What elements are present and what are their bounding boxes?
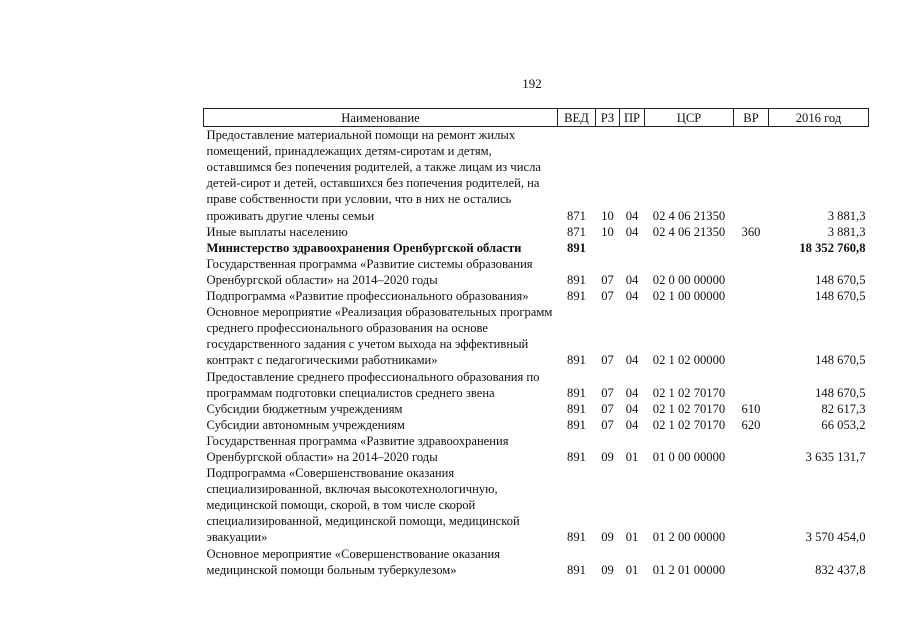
row-csr: 02 1 02 70170	[652, 401, 726, 416]
row-sum: 148 670,5	[815, 385, 866, 400]
row-sum: 18 352 760,8	[799, 240, 866, 255]
row-sum: 82 617,3	[821, 401, 866, 416]
row-pr: 04	[625, 353, 639, 368]
row-rz: 07	[601, 289, 614, 304]
header-2016: 2016 год	[769, 109, 869, 127]
table-row	[204, 417, 869, 433]
row-rz: 09	[601, 530, 614, 545]
row-csr: 02 1 02 00000	[652, 353, 726, 368]
row-pr: 04	[625, 224, 639, 239]
budget-table	[203, 108, 869, 578]
table-row	[204, 127, 869, 224]
row-pr: 01	[625, 530, 639, 545]
row-csr: 02 1 00 00000	[652, 289, 726, 304]
row-vr	[734, 304, 769, 368]
row-csr: 02 0 00 00000	[652, 272, 726, 287]
row-pr: 04	[625, 417, 639, 432]
row-rz: 09	[601, 449, 614, 464]
row-ved: 891	[567, 449, 586, 464]
row-sum: 3 635 131,7	[805, 449, 866, 464]
row-ved: 871	[567, 224, 586, 239]
row-ved: 871	[567, 208, 586, 223]
row-rz: 07	[601, 401, 614, 416]
row-sum: 66 053,2	[821, 417, 866, 432]
row-name: Министерство здравоохранения Оренбургской области	[206, 240, 522, 255]
row-vr	[734, 369, 769, 401]
row-vr	[734, 288, 769, 304]
row-csr	[645, 240, 734, 256]
row-name: Иные выплаты населению	[206, 224, 348, 239]
row-vr	[734, 256, 769, 288]
header-rz: РЗ	[596, 109, 620, 127]
header-name: Наименование	[204, 109, 558, 127]
row-ved: 891	[567, 562, 586, 577]
table-row	[204, 433, 869, 465]
row-csr: 02 4 06 21350	[652, 208, 726, 223]
row-name: Основное мероприятие «Совершенствование оказания медицинской помощи больным туберкулезом»	[206, 546, 501, 577]
row-vr	[734, 127, 769, 224]
row-rz: 07	[601, 272, 614, 287]
row-sum: 3 881,3	[827, 224, 866, 239]
row-csr: 01 0 00 00000	[652, 449, 726, 464]
row-csr: 02 4 06 21350	[652, 224, 726, 239]
row-ved: 891	[567, 417, 586, 432]
table-row	[204, 288, 869, 304]
table-header-row	[204, 109, 869, 127]
row-pr: 04	[625, 289, 639, 304]
table-row	[204, 304, 869, 368]
row-name: Государственная программа «Развитие здравоохранения Оренбургской области» на 2014–2020 годы	[206, 433, 509, 464]
table-row	[204, 546, 869, 578]
row-vr: 620	[741, 417, 761, 432]
row-pr: 04	[625, 272, 639, 287]
row-name: Предоставление материальной помощи на ремонт жилых помещений, принадлежащих детям-сиротам и детям, оставшимся без попечения родителей, а также лицам из числа детей-сирот и детей, оставшихся без попечения родителей, на праве собственности при условии, что в них не остались проживать другие члены семьи	[206, 128, 541, 223]
row-ved: 891	[567, 353, 586, 368]
row-ved: 891	[567, 289, 586, 304]
row-csr: 02 1 02 70170	[652, 385, 726, 400]
row-rz: 07	[601, 385, 614, 400]
row-sum: 3 881,3	[827, 208, 866, 223]
row-sum: 3 570 454,0	[805, 530, 866, 545]
row-ved: 891	[567, 272, 586, 287]
row-name: Подпрограмма «Развитие профессионального образования»	[206, 289, 529, 304]
header-pr: ПР	[620, 109, 645, 127]
row-pr	[620, 240, 645, 256]
table-row	[204, 224, 869, 240]
row-sum: 832 437,8	[815, 562, 866, 577]
row-rz: 09	[601, 562, 614, 577]
header-vr: ВР	[734, 109, 769, 127]
row-vr: 610	[741, 401, 761, 416]
row-pr: 04	[625, 208, 639, 223]
row-sum: 148 670,5	[815, 272, 866, 287]
row-ved: 891	[567, 385, 586, 400]
row-name: Субсидии автономным учреждениям	[206, 417, 405, 432]
row-vr: 360	[741, 224, 761, 239]
row-ved: 891	[567, 530, 586, 545]
row-vr	[734, 433, 769, 465]
row-csr: 01 2 01 00000	[652, 562, 726, 577]
row-rz: 07	[601, 417, 614, 432]
row-csr: 01 2 00 00000	[652, 530, 726, 545]
row-rz	[596, 240, 620, 256]
row-pr: 01	[625, 449, 639, 464]
row-sum: 148 670,5	[815, 353, 866, 368]
table-row	[204, 401, 869, 417]
row-rz: 07	[601, 353, 614, 368]
row-pr: 01	[625, 562, 639, 577]
table-row	[204, 465, 869, 545]
row-pr: 04	[625, 385, 639, 400]
row-ved: 891	[567, 401, 586, 416]
row-name: Государственная программа «Развитие системы образования Оренбургской области» на 2014–2020 годы	[206, 256, 533, 287]
row-name: Предоставление среднего профессионального образования по программам подготовки специалистов среднего звена	[206, 369, 540, 400]
row-sum: 148 670,5	[815, 289, 866, 304]
row-pr: 04	[625, 401, 639, 416]
row-name: Подпрограмма «Совершенствование оказания специализированной, включая высокотехнологичную, медицинской помощи, скорой, в том числе скорой специализированной, медицинской помощи, медицинской эвакуации»	[206, 466, 520, 545]
header-csr: ЦСР	[645, 109, 734, 127]
header-ved: ВЕД	[558, 109, 596, 127]
table-row	[204, 256, 869, 288]
table-row	[204, 369, 869, 401]
row-vr	[734, 465, 769, 545]
row-rz: 10	[601, 224, 614, 239]
row-vr	[734, 546, 769, 578]
page-number: 192	[522, 76, 542, 91]
row-ved: 891	[567, 240, 586, 255]
row-name: Основное мероприятие «Реализация образовательных программ среднего профессионального образования на основе государственного задания с учетом выхода на эффективный контракт с педагогическими работниками»	[206, 305, 553, 368]
row-vr	[734, 240, 769, 256]
table-row	[204, 240, 869, 256]
row-csr: 02 1 02 70170	[652, 417, 726, 432]
row-name: Субсидии бюджетным учреждениям	[206, 401, 403, 416]
table-body	[204, 127, 869, 578]
row-rz: 10	[601, 208, 614, 223]
